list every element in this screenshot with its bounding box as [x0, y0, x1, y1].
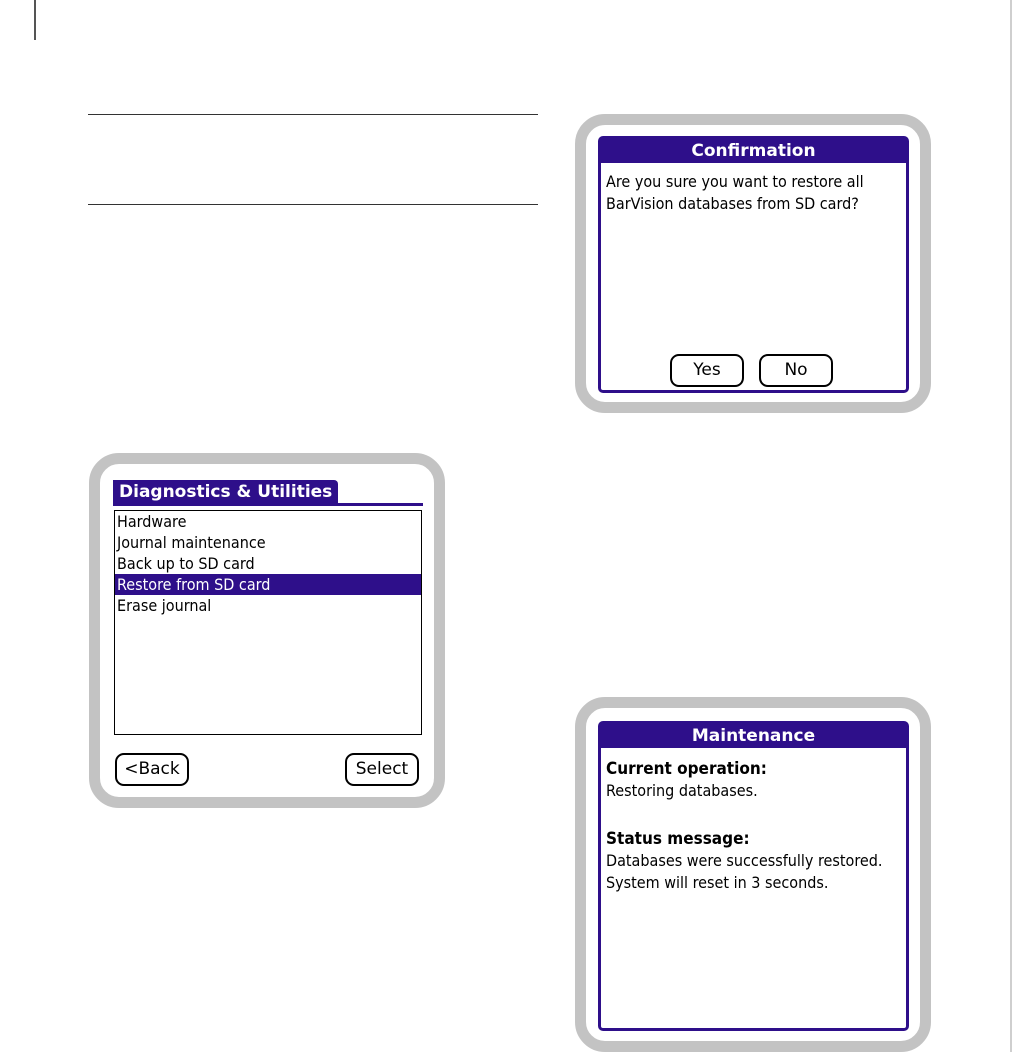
no-button[interactable]: No: [759, 354, 833, 387]
page-marker: [34, 0, 36, 40]
list-item-restore-sd[interactable]: Restore from SD card: [115, 574, 421, 595]
yes-button[interactable]: Yes: [670, 354, 744, 387]
list-item-hardware[interactable]: Hardware: [117, 512, 187, 531]
page-edge-divider: [1010, 0, 1012, 1052]
bottom-rule: [88, 204, 538, 205]
confirmation-dialog: [598, 136, 909, 393]
current-operation-label: Current operation:: [606, 759, 767, 779]
confirmation-message: Are you sure you want to restore all BarVision databases from SD card?: [606, 172, 864, 213]
maintenance-body: [606, 758, 904, 894]
list-item-back-up-sd[interactable]: Back up to SD card: [117, 554, 255, 573]
current-operation-value: Restoring databases.: [606, 781, 758, 800]
list-item-erase-journal[interactable]: Erase journal: [117, 596, 212, 615]
maintenance-dialog: [598, 721, 909, 1031]
confirmation-title: Confirmation: [601, 139, 906, 163]
status-message-value: Databases were successfully restored. System will reset in 3 seconds.: [606, 851, 892, 892]
utilities-list: [114, 510, 422, 735]
select-button[interactable]: Select: [345, 753, 419, 786]
list-item-journal-maintenance[interactable]: Journal maintenance: [117, 533, 266, 552]
status-message-label: Status message:: [606, 829, 750, 849]
diagnostics-title-rule: [113, 503, 423, 506]
diagnostics-title: Diagnostics & Utilities: [113, 480, 338, 504]
back-button[interactable]: <Back: [115, 753, 189, 786]
maintenance-title: Maintenance: [601, 724, 906, 748]
top-rule: [88, 114, 538, 115]
